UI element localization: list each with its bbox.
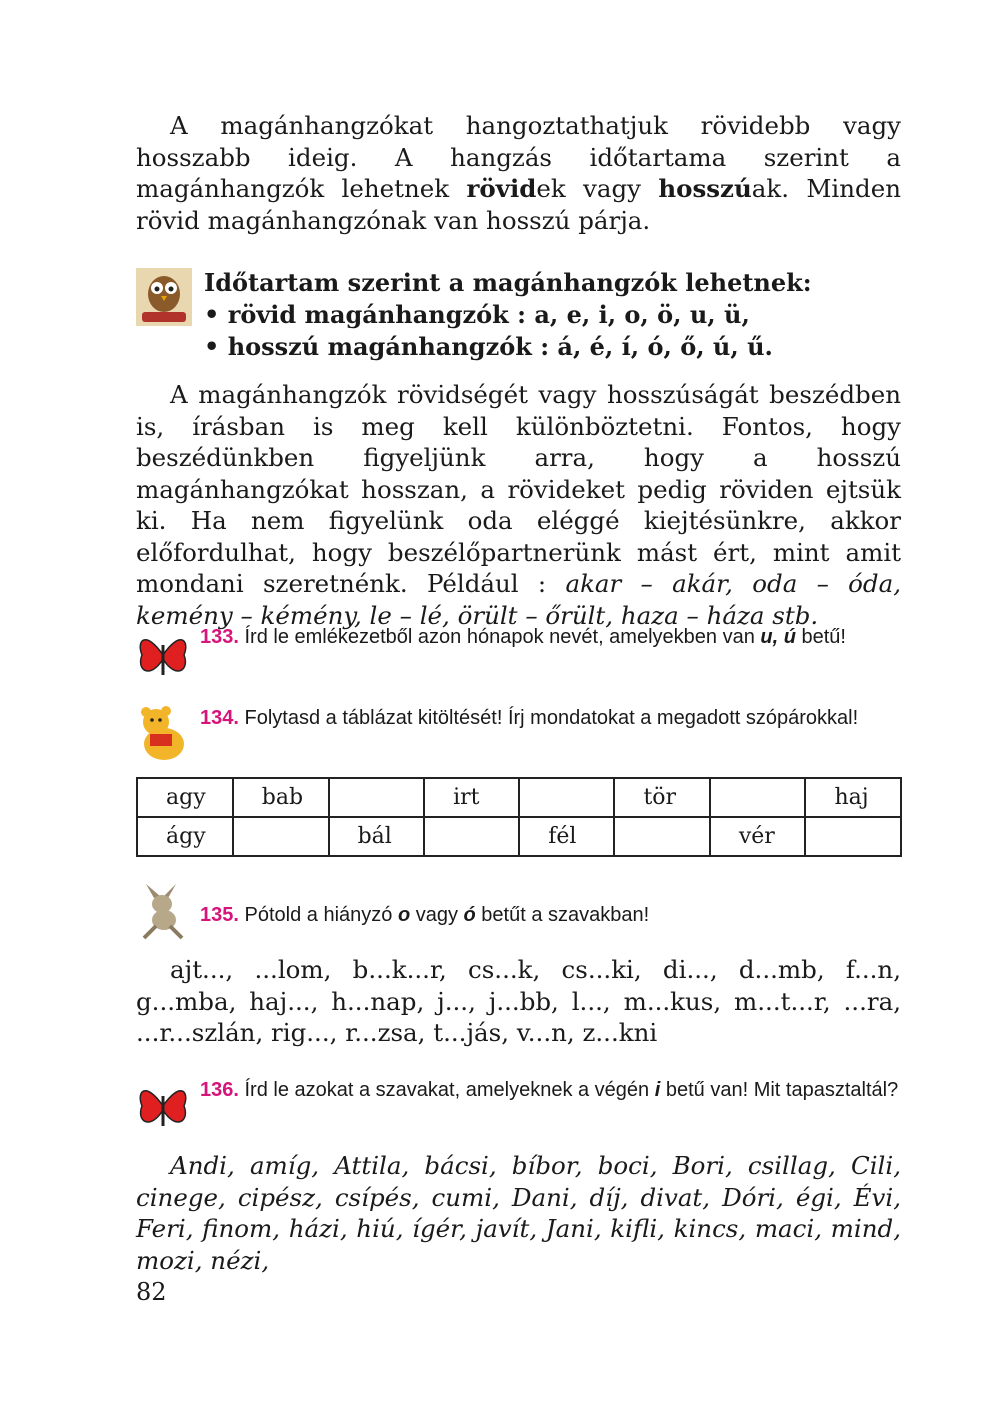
table-cell: fél <box>519 817 614 856</box>
exercise-135-text3: betűt a szavakban! <box>475 904 650 926</box>
exercise-135 <box>200 902 900 929</box>
intro-text-3: ak. Minden rövid magánhangzónak van hosszú párja. <box>136 174 901 235</box>
exercise-135-word-list: ajt..., ...lom, b...k...r, cs...k, cs...ki, di..., d...mb, f...n, g...mba, haj..., h...nap, j..., j...bb, l..., m...kus, m...t...r, ...ra, ...r...szlán, rig..., r...zsa, t...jás, v...n, z...kni <box>136 955 901 1047</box>
exercise-135-o-long: ó <box>463 904 476 926</box>
table-cell: ágy <box>137 817 233 856</box>
exercise-134-number: 134. <box>200 707 239 729</box>
intro-bold-hosszu: hosszú <box>658 174 752 203</box>
exercise-135-number: 135. <box>200 904 239 926</box>
exercise-135-words <box>136 954 901 1049</box>
exercise-135-o: o <box>397 904 411 926</box>
exercise-133 <box>200 624 900 651</box>
rule-title: Időtartam szerint a magánhangzók lehetnek: <box>204 268 812 297</box>
owl-icon <box>136 268 192 331</box>
page-number: 82 <box>136 1278 167 1306</box>
exercise-135-text1: Pótold a hiányzó <box>244 904 398 926</box>
exercise-133-text: Írd le emlékezetből azon hónapok nevét, amelyekben van <box>244 626 761 648</box>
exercise-136-i: i <box>654 1079 661 1101</box>
table-row <box>137 817 901 856</box>
body-text: A magánhangzók rövidségét vagy hosszúságát beszédben is, írásban is meg kell különböztetni. Fontos, hogy beszédünkben figyeljünk arra, hogy a hosszú magánhangzókat hosszan, a rövideket pedig röviden ejtsük ki. Ha nem figyelünk oda eléggé kiejtésünkre, akkor előfordulhat, hogy beszélőpartnerünk mást ért, mint amit mondani szeretnénk. Például : <box>136 380 901 598</box>
rule-long-vowels: • hosszú magánhangzók : á, é, í, ó, ő, ú, ű. <box>204 332 773 361</box>
exercise-136-text2: betű van! Mit tapasztaltál? <box>660 1079 899 1101</box>
butterfly-icon <box>136 1076 190 1141</box>
table-cell: tör <box>614 778 709 817</box>
intro-text-1: A magánhangzókat hangoztathatjuk rövidebb vagy hosszabb ideig. A hangzás időtartama szerint a magánhangzók lehetnek <box>136 111 901 203</box>
table-cell: haj <box>805 778 901 817</box>
exercise-136 <box>200 1077 900 1104</box>
exercise-134-text: Folytasd a táblázat kitöltését! Írj mondatokat a megadott szópárokkal! <box>244 707 859 729</box>
exercise-136-word-list: Andi, amíg, Attila, bácsi, bíbor, boci, Bori, csillag, Cili, cinege, cipész, csípés, cumi, Dani, díj, divat, Dóri, égi, Évi, Feri, finom, házi, hiú, ígér, javít, Jani, kifli, kincs, maci, mind, mozi, nézi, <box>136 1151 901 1275</box>
table-cell: agy <box>137 778 233 817</box>
table-cell <box>519 778 614 817</box>
bear-icon <box>136 704 190 767</box>
table-cell: irt <box>424 778 519 817</box>
exercise-133-text2: betű! <box>795 626 846 648</box>
table-cell: bab <box>233 778 329 817</box>
body-examples: akar – akár, oda – óda, kemény – kémény, le – lé, örült – őrült, haza – háza stb. <box>136 569 901 630</box>
table-row <box>137 778 901 817</box>
intro-text-2: ek vagy <box>536 174 659 203</box>
exercise-136-text1: Írd le azokat a szavakat, amelyeknek a végén <box>244 1079 655 1101</box>
exercise-133-number: 133. <box>200 626 239 648</box>
exercise-136-number: 136. <box>200 1079 239 1101</box>
butterfly-icon <box>136 625 190 690</box>
rule-short-vowels: • rövid magánhangzók : a, e, i, o, ö, u, ü, <box>204 300 750 329</box>
body-paragraph <box>136 379 901 631</box>
table-cell <box>710 778 806 817</box>
table-cell: vér <box>710 817 806 856</box>
intro-paragraph <box>136 110 901 236</box>
word-pair-table <box>136 777 902 857</box>
exercise-133-bold: u, ú <box>760 626 796 648</box>
exercise-136-words <box>136 1150 901 1276</box>
exercise-134 <box>200 705 900 732</box>
donkey-icon <box>136 882 190 945</box>
table-cell <box>233 817 329 856</box>
table-cell <box>424 817 519 856</box>
table-cell <box>329 778 425 817</box>
table-cell: bál <box>329 817 425 856</box>
table-cell <box>614 817 709 856</box>
intro-bold-rovid: rövid <box>466 174 537 203</box>
table-cell <box>805 817 901 856</box>
exercise-135-text2: vagy <box>410 904 464 926</box>
